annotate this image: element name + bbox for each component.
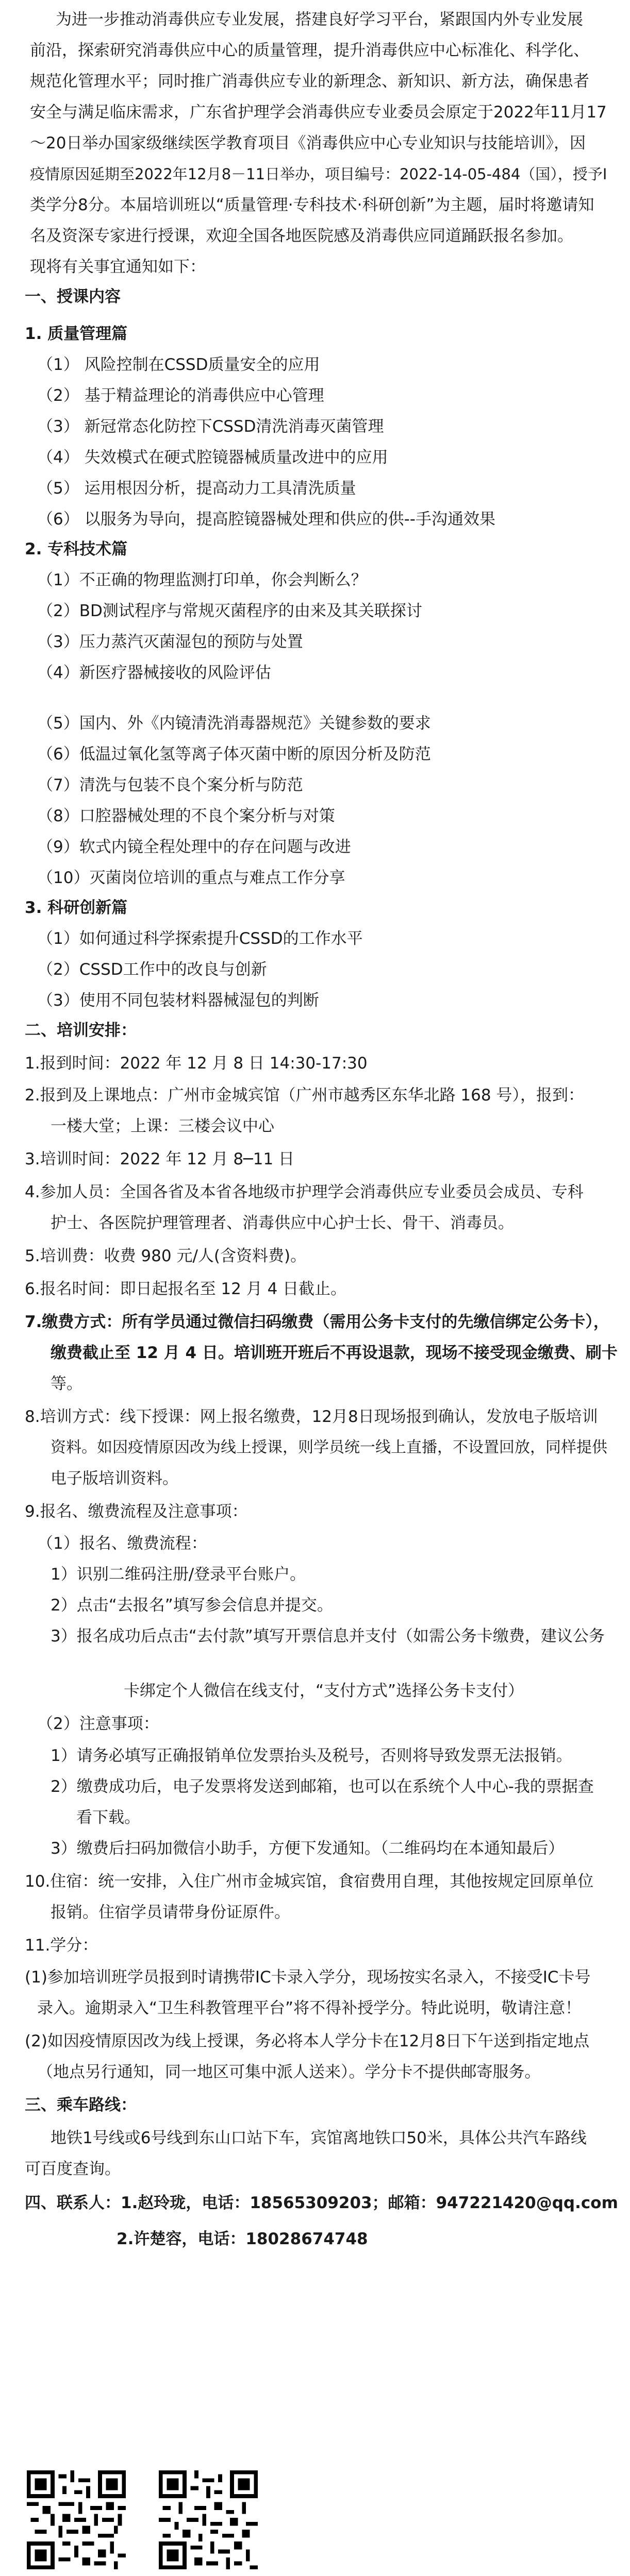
arrange-process-heading: 9.报名、缴费流程及注意事项： [25,1502,248,1521]
contact-line-2: 2.许楚容，电话：18028674748 [117,2230,368,2248]
arrange-participants-1: 4.参加人员：全国各省及本省各地级市护理学会消毒供应专业委员会成员、专科 [25,1183,584,1201]
quality-item-4: （4） 失效模式在硬式腔镜器械质量改进中的应用 [37,448,388,467]
arrange-location-1: 2.报到及上课地点：广州市金城宾馆（广州市越秀区东华北路 168 号），报到： [25,1086,584,1105]
specialty-item-8: （8）口腔器械处理的不良个案分析与对策 [37,807,335,825]
arrange-fee: 5.培训费：收费 980 元/人(含资料费)。 [25,1247,307,1265]
notes-item-2-cont: 看下载。 [76,1808,140,1827]
intro-line-8: 名及资深专家进行授课，欢迎全国各地医院感及消毒供应同道踊跃报名参加。 [30,227,573,245]
subsection-specialty: 2. 专科技术篇 [25,540,128,558]
process-step-1: 1）识别二维码注册/登录平台账户。 [51,1565,306,1584]
arrange-mode-2: 资料。如因疫情原因改为线上授课，则学员统一线上直播，不设置回放，同样提供 [51,1438,607,1456]
specialty-item-7: （7）清洗与包装不良个案分析与防范 [37,776,303,794]
research-item-3: （3）使用不同包装材料器械湿包的判断 [37,991,319,1010]
credits-item-1-cont: 录入。逾期录入“卫生科教管理平台”将不得补授学分。特此说明，敬请注意！ [37,1999,582,2018]
quality-item-5: （5） 运用根因分析，提高动力工具清洗质量 [37,479,356,498]
quality-item-3: （3） 新冠常态化防控下CSSD清洗消毒灭菌管理 [37,417,384,436]
arrange-payment-3: 等。 [51,1375,82,1393]
credits-item-2-cont: （地点另行通知，同一地区可集中派人送来）。学分卡不提供邮寄服务。 [37,2063,541,2081]
register-qr-code[interactable] [27,2470,126,2569]
notes-item-2: 2）缴费成功后，电子发票将发送到邮箱，也可以在系统个人中心-我的票据查 [51,1777,594,1796]
arrange-payment-2: 缴费截止至 12 月 4 日。培训班开班后不再设退款，现场不接受现金缴费、刷卡 [51,1344,618,1362]
specialty-item-5: （5）国内、外《内镜清洗消毒器规范》关键参数的要求 [37,714,431,733]
specialty-item-1: （1）不正确的物理监测打印单，你会判断么？ [37,571,367,589]
intro-line-7: 类学分8分。本届培训班以“质量管理·专科技术·科研创新”为主题，届时将邀请知 [30,196,594,214]
arrange-credits-heading: 11.学分： [25,1936,98,1955]
intro-line-9: 现将有关事宜通知如下： [30,258,206,276]
arrange-registration-time: 6.报名时间：即日起报名至 12 月 4 日截止。 [25,1280,347,1298]
specialty-item-9: （9）软式内镜全程处理中的存在问题与改进 [37,838,351,856]
section-heading-courses: 一、授课内容 [25,287,121,306]
credits-item-2: (2)如因疫情原因改为线上授课，务必将本人学分卡在12月8日下午送到指定地点 [25,2032,590,2050]
credits-item-1: (1)参加培训班学员报到时请携带IC卡录入学分，现场按实名录入，不接受IC卡号 [25,1968,591,1987]
notes-item-1: 1）请务必填写正确报销单位发票抬头及税号，否则将导致发票无法报销。 [51,1747,572,1765]
subsection-research: 3. 科研创新篇 [25,899,128,917]
arrange-participants-2: 护士、各医院护理管理者、消毒供应中心护士长、骨干、消毒员。 [51,1214,514,1232]
intro-line-1: 为进一步推动消毒供应专业发展，搭建良好学习平台，紧跟国内外专业发展 [56,10,583,29]
intro-line-5: ～20日举办国家级继续医学教育项目《消毒供应中心专业知识与技能培训》，因 [30,134,586,152]
process-step-3-cont: 卡绑定个人微信在线支付，“支付方式”选择公务卡支付） [124,1682,524,1700]
arrange-location-2: 一楼大堂；上课：三楼会议中心 [51,1117,274,1136]
notes-item-3: 3）缴费后扫码加微信小助手，方便下发通知。（二维码均在本通知最后） [51,1839,565,1858]
specialty-item-10: （10）灭菌岗位培训的重点与难点工作分享 [37,869,345,887]
quality-item-2: （2） 基于精益理论的消毒供应中心管理 [37,386,324,405]
arrange-checkin-time: 1.报到时间：2022 年 12 月 8 日 14:30-17:30 [25,1054,368,1073]
arrange-mode-1: 8.培训方式：线下授课：网上报名缴费，12月8日现场报到确认，发放电子版培训 [25,1408,598,1426]
qr-code-icon [159,2470,258,2569]
qr-code-icon [27,2470,126,2569]
transport-line-1: 地铁1号线或6号线到东山口站下车，宾馆离地铁口50米，具体公共汽车路线 [51,2129,587,2147]
process-step-3: 3）报名成功后点击“去付款”填写开票信息并支付（如需公务卡缴费，建议公务 [51,1627,605,1646]
specialty-item-4: （4）新医疗器械接收的风险评估 [37,664,271,682]
intro-line-6: 疫情原因延期至2022年12月8－11日举办，项目编号：2022-14-05-484（国），授予I [30,165,607,183]
section-heading-arrangement: 二、培训安排： [25,1021,137,1040]
assistant-qr-code[interactable] [159,2470,258,2569]
intro-line-2: 前沿，探索研究消毒供应中心的质量管理，提升消毒供应中心标准化、科学化、 [30,41,589,60]
arrange-mode-3: 电子版培训资料。 [51,1469,178,1488]
intro-line-4: 安全与满足临床需求，广东省护理学会消毒供应专业委员会原定于2022年11月17 [30,103,607,122]
contact-line-1: 四、联系人：1.赵玲珑，电话：18565309203；邮箱：947221420@qq.com [25,2194,618,2212]
transport-line-2: 可百度查询。 [25,2160,121,2178]
arrange-payment-1: 7.缴费方式：所有学员通过微信扫码缴费（需用公务卡支付的先缴信绑定公务卡）， [25,1313,609,1331]
notes-subheading: （2）注意事项： [37,1715,159,1733]
subsection-quality: 1. 质量管理篇 [25,325,128,343]
specialty-item-2: （2）BD测试程序与常规灭菌程序的由来及其关联探讨 [37,602,422,620]
specialty-item-3: （3）压力蒸汽灭菌湿包的预防与处置 [37,633,303,651]
process-subheading: （1）报名、缴费流程： [37,1534,207,1553]
research-item-2: （2）CSSD工作中的改良与创新 [37,960,267,979]
arrange-accommodation-1: 10.住宿：统一安排，入住广州市金城宾馆，食宿费用自理，其他按规定回原单位 [25,1872,594,1891]
intro-line-3: 规范化管理水平；同时推广消毒供应专业的新理念、新知识、新方法，确保患者 [30,72,589,91]
quality-item-6: （6） 以服务为导向，提高腔镜器械处理和供应的供--手沟通效果 [37,510,495,529]
arrange-accommodation-2: 报销。住宿学员请带身份证原件。 [51,1903,290,1922]
process-step-2: 2）点击“去报名”填写参会信息并提交。 [51,1596,333,1615]
quality-item-1: （1） 风险控制在CSSD质量安全的应用 [37,355,320,374]
arrange-training-time: 3.培训时间：2022 年 12 月 8─11 日 [25,1150,295,1168]
specialty-item-6: （6）低温过氧化氢等离子体灭菌中断的原因分析及防范 [37,745,431,764]
section-heading-transport: 三、乘车路线： [25,2096,137,2114]
research-item-1: （1）如何通过科学探索提升CSSD的工作水平 [37,929,363,948]
